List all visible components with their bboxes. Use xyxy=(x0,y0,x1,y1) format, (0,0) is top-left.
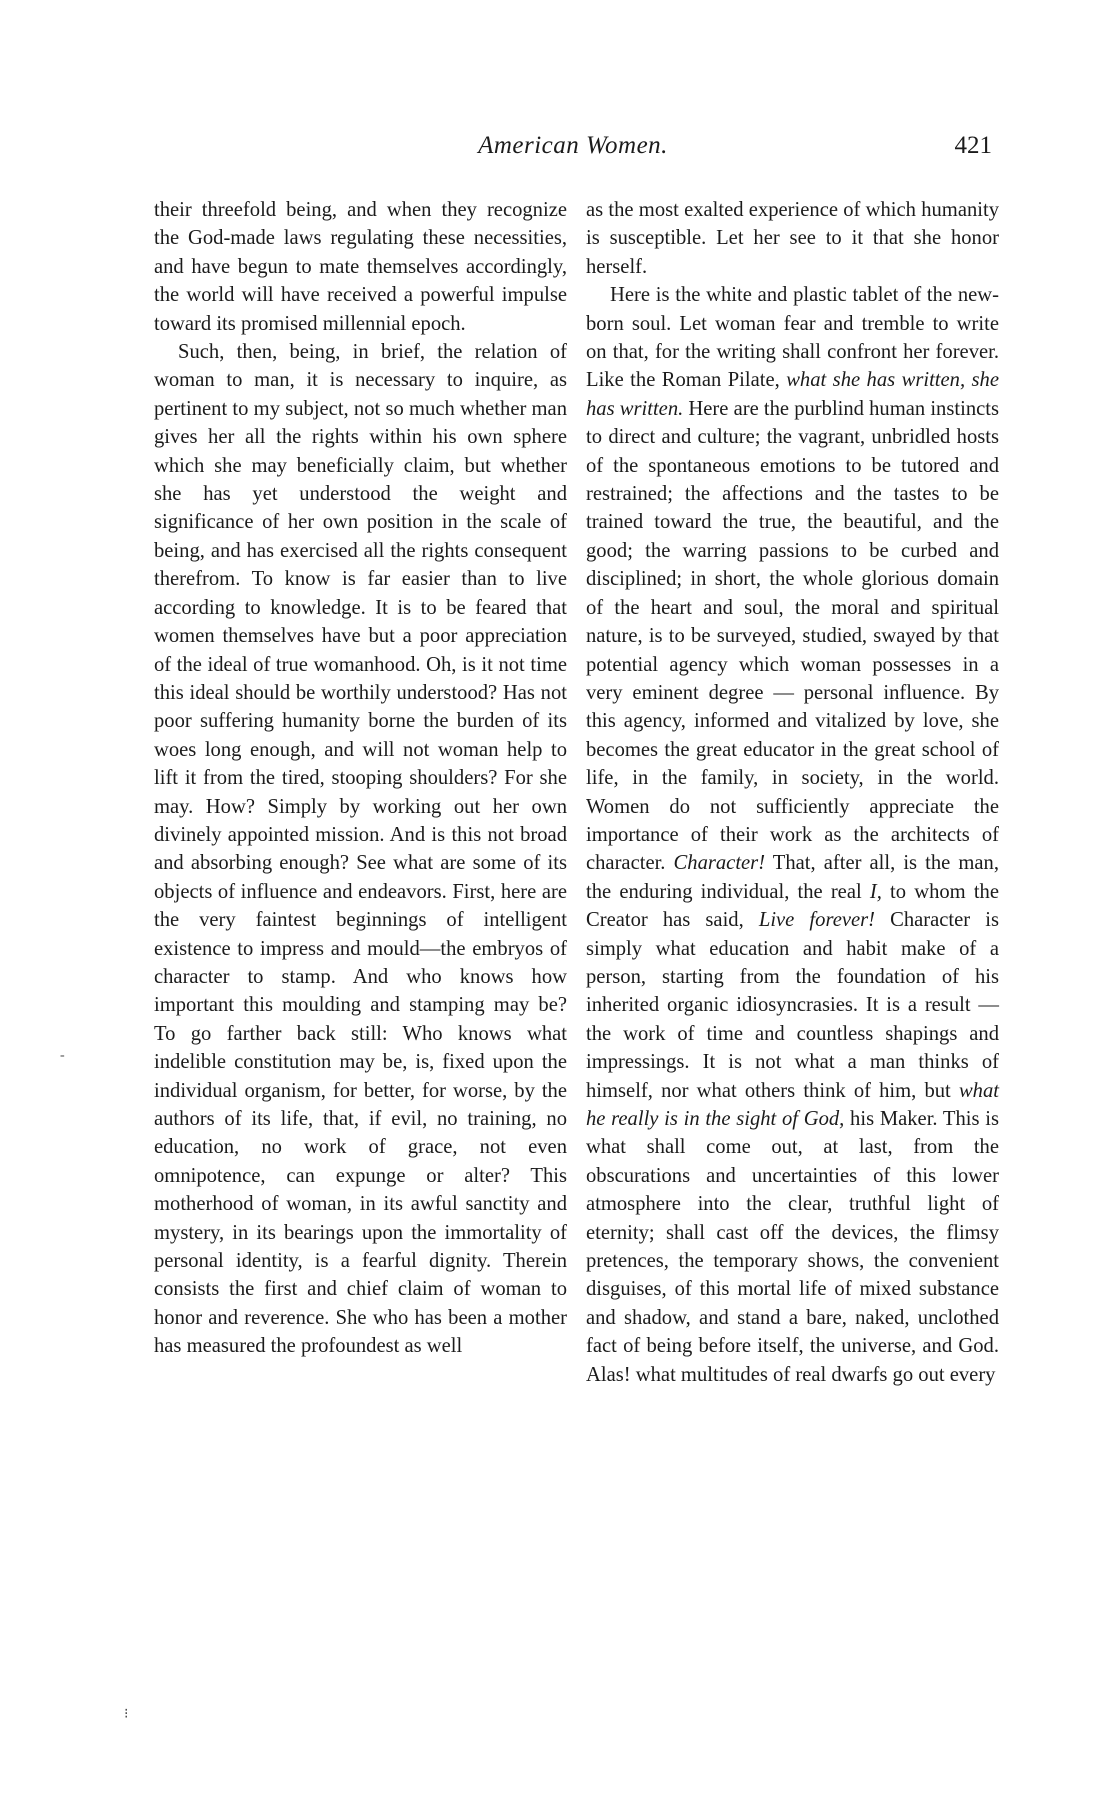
scan-speck: ⁝ xyxy=(124,1707,129,1722)
page-number: 421 xyxy=(954,132,992,159)
italic-run: Character! xyxy=(673,852,766,875)
running-title: American Women. xyxy=(478,132,668,159)
right-column xyxy=(586,196,999,1389)
italic-run: what she has written, she has written. xyxy=(586,369,999,420)
page-header xyxy=(154,132,992,172)
text-run: Here are the purblind human instincts to direct and culture; the vagrant, unbridled hosts of the spontaneous emotions to be tutored and restrained; the affections and the tastes to be trained toward the true, the beautiful, and the good; the warring passions to be curbed and disciplined; in short, the whole glorious domain of the heart and soul, the moral and spiritual nature, is to be surveyed, studied, swayed by that potential agency which woman possesses in a very eminent degree — personal influence. By this agency, informed and vitalized by love, she becomes the great educator in the great school of life, in the family, in society, in the world. Women do not sufficiently appreciate the importance of their work as the architects of character. xyxy=(586,397,999,875)
paragraph: their threefold being, and when they recognize the God-made laws regulating these necessities, and have begun to mate themselves accordingly, the world will have received a powerful impulse toward its promised millennial epoch. xyxy=(154,199,567,335)
text-run: That, after all, is the man, the enduring individual, the real xyxy=(586,852,999,903)
paragraph: as the most exalted experience of which humanity is susceptible. Let her see to it that she honor herself. xyxy=(586,199,999,278)
left-column xyxy=(154,196,567,1361)
text-run: his Maker. This is what shall come out, at last, from the obscurations and uncertainties of this lower atmosphere into the clear, truthful light of eternity; shall cast off the devices, the flimsy pretences, the temporary shows, the convenient disguises, of this mortal life of mixed substance and shadow, and stand a bare, naked, unclothed fact of being before itself, the universe, and God. Alas! what multitudes of real dwarfs go out every xyxy=(586,1108,999,1386)
text-run: to whom the Creator has said, xyxy=(586,880,999,932)
paragraph: Such, then, being, in brief, the relation of woman to man, it is necessary to inquire, as pertinent to my subject, not so much whether man gives her all the rights within his own sphere which she may beneficially claim, but whether she has yet understood the weight and significance of her own position in the scale of being, and has exercised all the rights consequent therefrom. To know is far easier than to live according to knowledge. It is to be feared that women themselves have but a poor appreciation of the ideal of true womanhood. Oh, is it not time this ideal should be worthily understood? Has not poor suffering humanity borne the burden of its woes long enough, and will not woman help to lift it from the tired, stooping shoulders? For she may. How? Simply by working out her own divinely appointed mission. And is this not broad and absorbing enough? See what are some of its objects of influence and endeavors. First, here are the very faintest beginnings of intelligent existence to impress and mould—the embryos of character to stamp. And who knows how important this moulding and stamping may be? To go farther back still: Who knows what indelible constitution may be, is, fixed upon the individual organism, for better, for worse, by the authors of its life, that, if evil, no training, no education, no work of grace, not even omnipotence, can expunge or alter? This motherhood of woman, in its awful sanctity and mystery, in its bearings upon the immortality of personal identity, is a fearful dignity. Therein consists the first and chief claim of woman to honor and reverence. She who has been a mother has measured the profoundest as well xyxy=(154,341,567,1358)
italic-run: what he really is in the sight of God, xyxy=(586,1079,999,1130)
paragraph xyxy=(586,281,999,1389)
italic-run: Live forever! xyxy=(758,909,875,932)
scan-speck: - xyxy=(60,1048,65,1063)
text-run: Here is the white and plastic tablet of the new-born soul. Let woman fear and tremble to write on that, for the writing shall confront her forever. Like the Roman Pilate, xyxy=(586,284,999,392)
italic-run: I, xyxy=(869,880,882,903)
text-run: Character is simply what education and habit make of a person, starting from the foundation of his inherited organic idiosyncrasies. It is a result — the work of time and countless shapings and impressings. It is not what a man thinks of himself, nor what others think of him, but xyxy=(586,909,999,1102)
